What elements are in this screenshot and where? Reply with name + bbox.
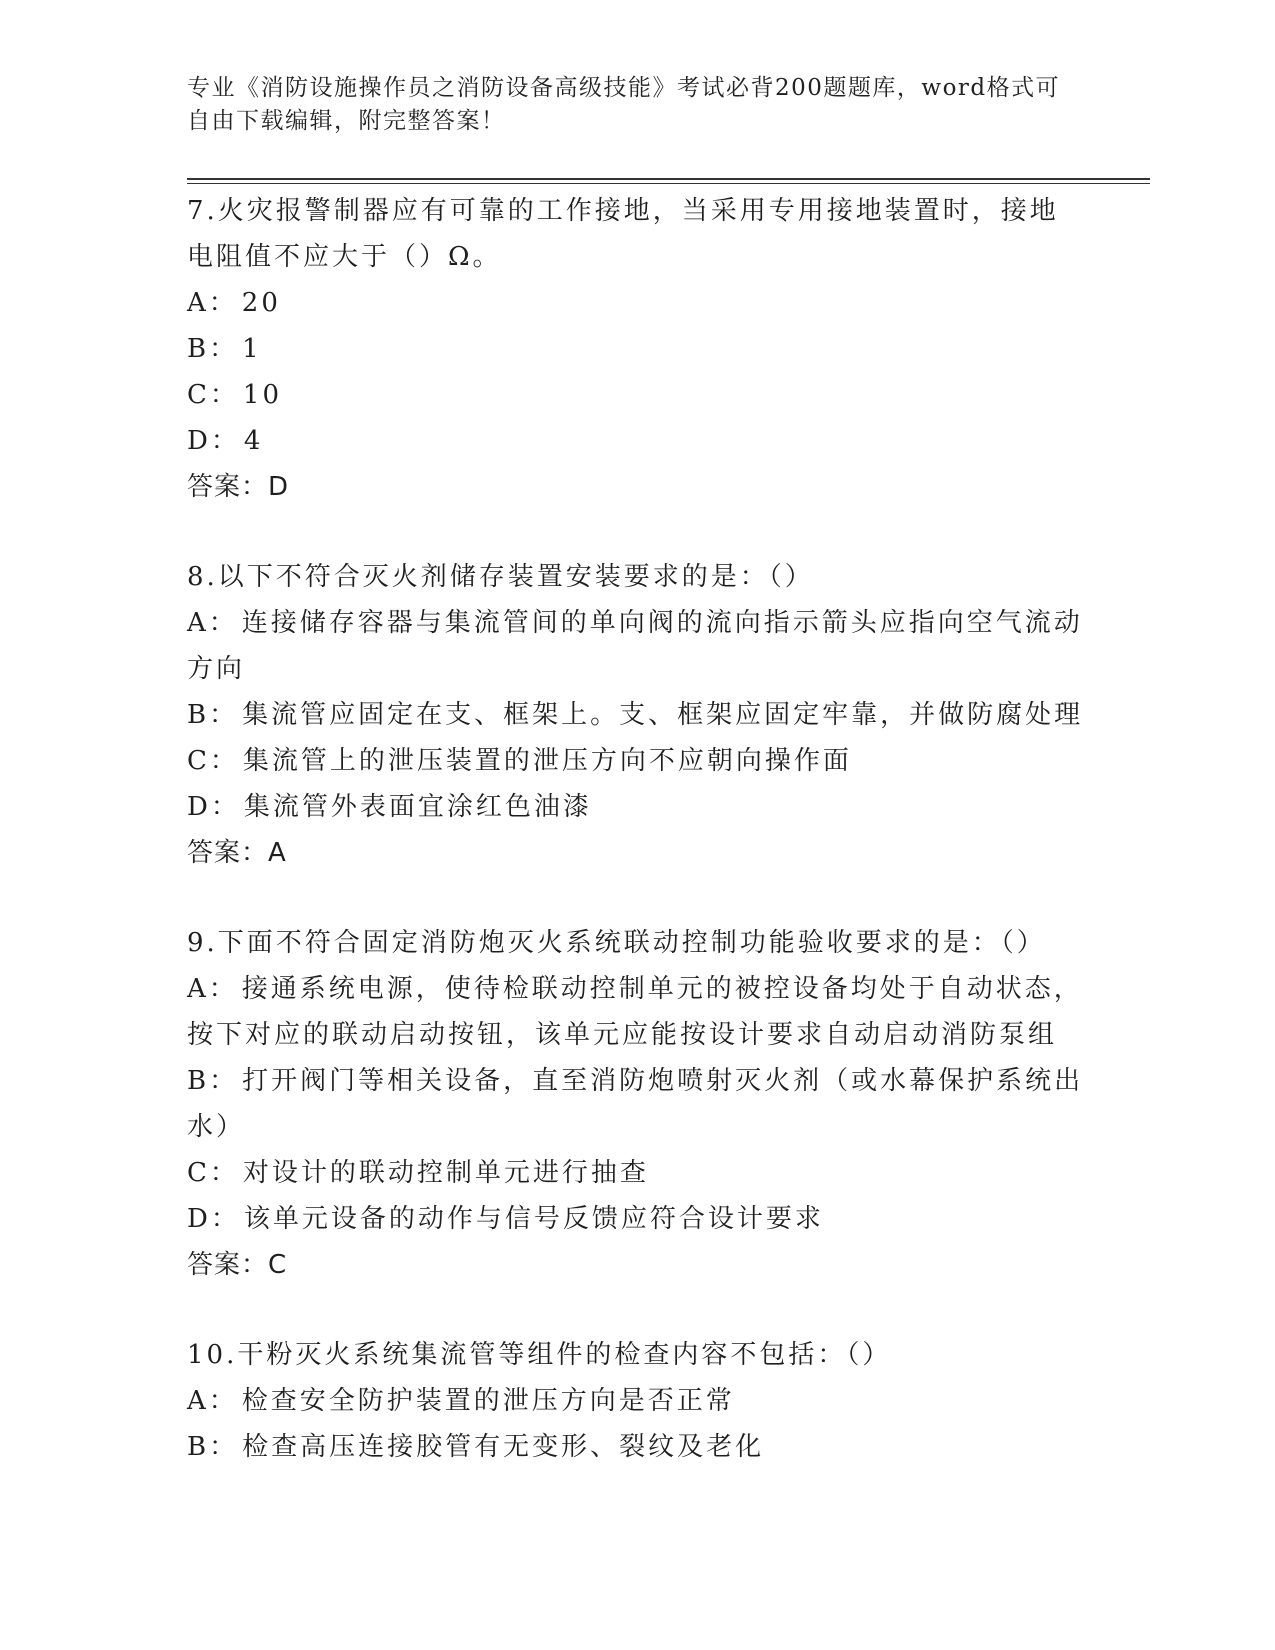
option-text: 检查高压连接胶管有无变形、裂纹及老化 [242, 1432, 765, 1462]
question-stem-line: 10.干粉灭火系统集流管等组件的检查内容不包括：（） [187, 1340, 892, 1370]
option-text: 10 [242, 380, 282, 410]
option-d [187, 418, 1087, 464]
option-b [187, 692, 1087, 738]
question-9 [187, 920, 1087, 1288]
document-header [187, 72, 1067, 138]
option-label: A： [187, 608, 238, 638]
option-d [187, 1196, 1087, 1242]
option-text: 接通系统电源，使待检联动控制单元的被控设备均处于自动状态， [241, 974, 1083, 1004]
answer-line: 答案：D [187, 472, 290, 502]
option-label: C： [187, 380, 239, 410]
header-divider-thick [187, 178, 1150, 180]
option-a [187, 1378, 1087, 1424]
option-text: 该单元设备的动作与信号反馈应符合设计要求 [243, 1204, 824, 1234]
question-spacer [187, 876, 1087, 920]
question-stem-line: 8.以下不符合灭火剂储存装置安装要求的是：（） [187, 562, 814, 592]
question-spacer [187, 510, 1087, 554]
option-a-continued: 按下对应的联动启动按钮，该单元应能按设计要求自动启动消防泵组 [187, 1020, 1058, 1050]
option-label: A： [187, 974, 238, 1004]
header-line-1: 专业《消防设施操作员之消防设备高级技能》考试必背200题题库，word格式可 [187, 75, 1061, 101]
option-b [187, 1424, 1087, 1470]
option-label: D： [187, 792, 240, 822]
option-text: 检查安全防护装置的泄压方向是否正常 [241, 1386, 735, 1416]
header-line-2: 自由下载编辑，附完整答案！ [187, 108, 506, 134]
header-divider-thin [187, 183, 1150, 184]
question-list [187, 188, 1087, 1470]
option-label: B： [187, 700, 239, 730]
option-text: 连接储存容器与集流管间的单向阀的流向指示箭头应指向空气流动 [241, 608, 1083, 638]
option-c [187, 1150, 1087, 1196]
question-stem-line: 9.下面不符合固定消防炮灭火系统联动控制功能验收要求的是：（） [187, 928, 1046, 958]
option-a [187, 600, 1087, 646]
question-stem-line: 电阻值不应大于（）Ω。 [187, 242, 502, 272]
option-text: 1 [242, 334, 262, 364]
option-text: 集流管上的泄压装置的泄压方向不应朝向操作面 [242, 746, 852, 776]
option-a [187, 280, 1087, 326]
option-a [187, 966, 1087, 1012]
option-c [187, 372, 1087, 418]
option-b-continued: 水） [187, 1112, 246, 1142]
option-label: A： [187, 288, 238, 318]
option-label: A： [187, 1386, 238, 1416]
option-text: 4 [243, 426, 264, 456]
question-stem-line: 7.火灾报警制器应有可靠的工作接地，当采用专用接地装置时，接地 [187, 196, 1059, 226]
option-b [187, 326, 1087, 372]
option-label: C： [187, 746, 239, 776]
option-label: D： [187, 426, 240, 456]
option-text: 对设计的联动控制单元进行抽查 [242, 1158, 649, 1188]
option-b [187, 1058, 1087, 1104]
option-a-continued: 方向 [187, 654, 246, 684]
option-d [187, 784, 1087, 830]
question-spacer [187, 1288, 1087, 1332]
question-7 [187, 188, 1087, 510]
answer-line: 答案：C [187, 1250, 288, 1280]
question-10 [187, 1332, 1087, 1470]
option-c [187, 738, 1087, 784]
answer-line: 答案：A [187, 838, 287, 868]
option-label: B： [187, 1432, 239, 1462]
question-8 [187, 554, 1087, 876]
option-text: 20 [241, 288, 281, 318]
option-text: 集流管应固定在支、框架上。支、框架应固定牢靠，并做防腐处理 [242, 700, 1084, 730]
option-text: 打开阀门等相关设备，直至消防炮喷射灭火剂（或水幕保护系统出 [242, 1066, 1084, 1096]
option-label: B： [187, 1066, 239, 1096]
option-label: B： [187, 334, 239, 364]
option-label: D： [187, 1204, 240, 1234]
option-label: C： [187, 1158, 239, 1188]
option-text: 集流管外表面宜涂红色油漆 [243, 792, 592, 822]
